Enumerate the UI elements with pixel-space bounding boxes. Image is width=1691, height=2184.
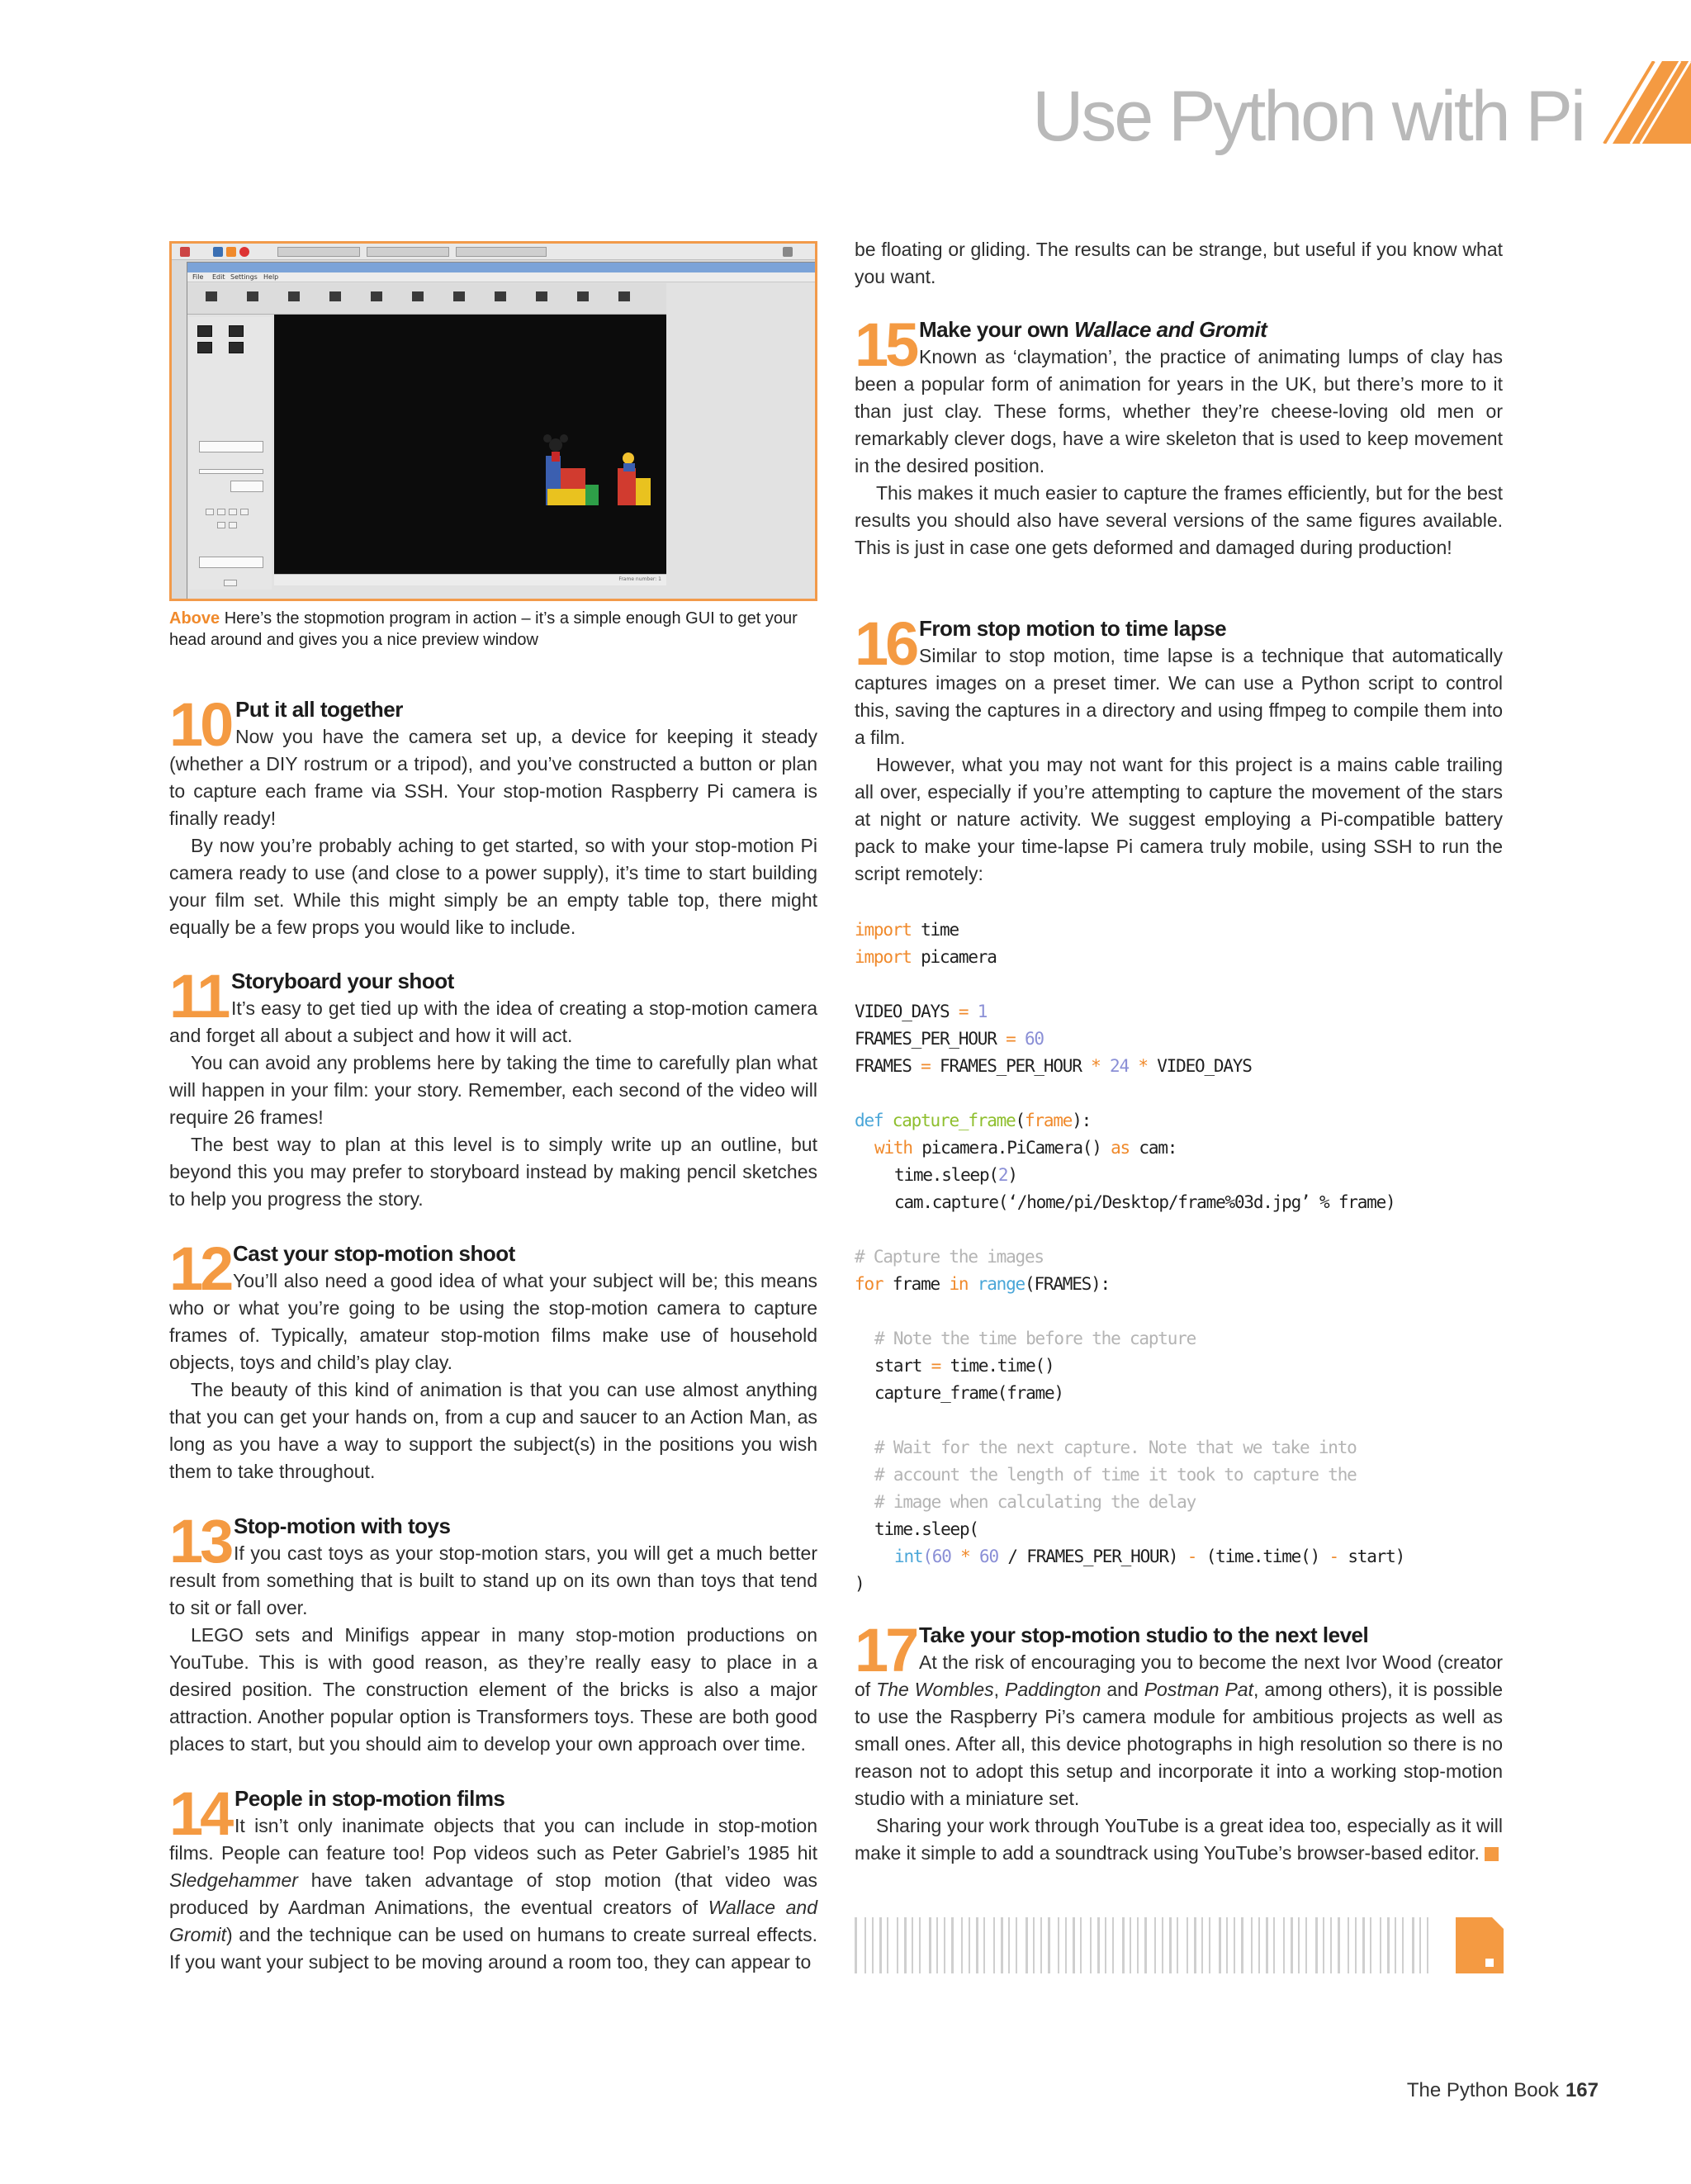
barcode-line	[969, 1917, 970, 1973]
barcode-line	[983, 1917, 985, 1973]
code-token: *	[1138, 1056, 1148, 1076]
code-line	[855, 1026, 1404, 1053]
code-token: import	[855, 947, 912, 967]
barcode-line	[1144, 1917, 1147, 1973]
text-run: At the risk of encouraging you to become the next Ivor Wood (creator of	[855, 1651, 1503, 1700]
barcode-line	[1362, 1917, 1365, 1973]
barcode-line	[1001, 1917, 1003, 1973]
code-token: 60	[931, 1547, 951, 1566]
barcode-line	[993, 1917, 995, 1973]
code-token: (	[1015, 1111, 1025, 1130]
code-token: import	[855, 920, 912, 940]
barcode-line	[1298, 1917, 1300, 1973]
step-title: People in stop-motion films	[234, 1786, 505, 1811]
code-token: start)	[1338, 1547, 1405, 1566]
barcode-line	[1266, 1917, 1268, 1973]
caption-label: Above	[169, 609, 220, 628]
barcode-line	[961, 1917, 963, 1973]
code-token: *	[1091, 1056, 1101, 1076]
code-line	[855, 1053, 1404, 1080]
code-token: def	[855, 1111, 883, 1130]
barcode-line	[1273, 1917, 1275, 1973]
code-token: time.sleep(	[874, 1519, 978, 1539]
barcode-line	[1338, 1917, 1340, 1973]
code-line	[855, 1353, 1404, 1380]
barcode-line	[1073, 1917, 1075, 1973]
text-run: and	[1101, 1679, 1144, 1700]
code-token: range	[968, 1274, 1025, 1294]
barcode-line	[1291, 1917, 1293, 1973]
text-run: , among others), it is possible to use the Raspberry Pi’s camera module for ambitious projects as well as small ones. After all, this device photographs in high resolution so there is no reason not to adopt this setup and incorporate it into a working stop-motion studio with a miniature set.	[855, 1679, 1504, 1809]
code-token: # Wait for the next capture. Note that we take into	[874, 1438, 1357, 1457]
code-token: =	[931, 1356, 941, 1376]
barcode-line	[887, 1917, 888, 1973]
step-body	[169, 723, 817, 941]
page-tab-icon	[1456, 1917, 1504, 1973]
barcode-line	[1065, 1917, 1067, 1973]
code-line	[855, 1516, 1404, 1543]
code-token: frame	[1025, 1111, 1073, 1130]
code-token: start	[874, 1356, 931, 1376]
barcode-line	[951, 1917, 954, 1973]
frame-number-status: Frame number: 1	[618, 576, 661, 582]
barcode-line	[1283, 1917, 1285, 1973]
page-number: 167	[1565, 2079, 1599, 2101]
code-token: =	[921, 1056, 931, 1076]
barcode-line	[1258, 1917, 1260, 1973]
paragraph: If you cast toys as your stop-motion stars, you will get a much better result from something that is built to stand up on its own than toys that tend to sit or fall over.	[169, 1542, 817, 1618]
code-token: for	[855, 1274, 883, 1294]
barcode-line	[1040, 1917, 1042, 1973]
code-token: )	[855, 1574, 864, 1594]
menu-edit: Edit	[212, 273, 225, 281]
paragraph	[169, 1812, 817, 1976]
code-token: (FRAMES):	[1025, 1274, 1111, 1294]
code-token: ):	[1072, 1111, 1092, 1130]
code-token: capture_frame(frame)	[874, 1383, 1063, 1403]
barcode-line	[1169, 1917, 1172, 1973]
barcode-line	[1427, 1917, 1428, 1973]
barcode-line	[879, 1917, 882, 1973]
code-line	[855, 1407, 1404, 1434]
barcode-line	[919, 1917, 921, 1973]
paragraph	[855, 1812, 1503, 1867]
caption-text: Here’s the stopmotion program in action – it’s a simple enough GUI to get your head around and gives you a nice preview window	[169, 609, 798, 649]
barcode-line	[1080, 1917, 1082, 1973]
code-line	[855, 1489, 1404, 1516]
barcode-line	[1251, 1917, 1253, 1973]
code-line	[855, 1570, 1404, 1598]
code-token: 24	[1100, 1056, 1139, 1076]
code-line	[855, 1271, 1404, 1298]
step-number: 14	[169, 1779, 231, 1848]
barcode-line	[1048, 1917, 1050, 1973]
step-body	[855, 343, 1503, 561]
barcode-line	[1241, 1917, 1243, 1973]
code-token: # image when calculating the delay	[874, 1492, 1196, 1512]
code-token: VIDEO_DAYS	[855, 1002, 959, 1021]
barcode-line	[1162, 1917, 1163, 1973]
book-title: The Python Book	[1406, 2079, 1559, 2101]
lego-scene-image	[172, 244, 817, 601]
paragraph: Known as ‘claymation’, the practice of animating lumps of clay has been a popular form of animation for years in the UK, but there’s more to it than just clay. These forms, whether they’re cheese-loving old men or remarkably clever dogs, have a wire skeleton that is used to keep movement in the desired position.	[855, 346, 1503, 476]
step-body	[169, 1540, 817, 1758]
section-title: Use Python with Pi	[1032, 77, 1584, 156]
paragraph: The beauty of this kind of animation is that you can use almost anything that you can get your hands on, from a cup and saucer to an Action Man, as long as you have a way to support the subject(s) in the positions you wish them to take throughout.	[169, 1379, 817, 1482]
barcode-line	[1395, 1917, 1396, 1973]
barcode-line	[1315, 1917, 1318, 1973]
barcode-line	[1177, 1917, 1178, 1973]
text-run: The Wombles	[876, 1679, 994, 1700]
barcode-line	[1370, 1917, 1371, 1973]
menu-settings: Settings	[230, 273, 258, 281]
code-token: / FRAMES_PER_HOUR)	[997, 1547, 1187, 1566]
barcode-line	[1008, 1917, 1010, 1973]
barcode-line	[1016, 1917, 1017, 1973]
barcode-line	[1112, 1917, 1114, 1973]
paragraph: You’ll also need a good idea of what your subject will be; this means who or what you’re going to be using the stop-motion camera to capture frames of. Typically, amateur stop-motion films make use of household objects, toys and child’s play clay.	[169, 1270, 817, 1373]
step-14-continued	[855, 236, 1503, 291]
step-title: Take your stop-motion studio to the next level	[919, 1623, 1369, 1647]
diagonal-stripes-logo-icon	[1580, 61, 1691, 144]
paragraph: However, what you may not want for this project is a mains cable trailing all over, especially if you’re attempting to capture the movement of the stars at night or nature activity. We suggest employing a Pi-compatible battery pack to make your time-lapse Pi camera truly mobile, using SSH to run the script remotely:	[855, 754, 1503, 884]
barcode-line	[864, 1917, 866, 1973]
step-number: 17	[855, 1616, 917, 1684]
code-token: int	[894, 1547, 923, 1566]
paragraph: This makes it much easier to capture the frames efficiently, but for the best results you should also have several versions of the same figures available. This is just in case one gets deformed and damaged during production!	[855, 482, 1503, 558]
step-title: Put it all together	[235, 697, 403, 722]
code-token: as	[1111, 1138, 1130, 1158]
paragraph: be floating or gliding. The results can be strange, but useful if you know what you want.	[855, 239, 1503, 287]
text-run: ) and the technique can be used on humans to create surreal effects. If you want your subject to be moving around a room too, they can appear to	[169, 1924, 817, 1973]
code-line	[855, 1135, 1404, 1162]
code-line	[855, 1080, 1404, 1107]
code-line	[855, 1244, 1404, 1271]
step-title	[919, 316, 1267, 343]
barcode-line	[1097, 1917, 1100, 1973]
barcode-line	[1154, 1917, 1156, 1973]
step-number: 10	[169, 690, 231, 759]
barcode-line	[897, 1917, 898, 1973]
paragraph: It’s easy to get tied up with the idea of creating a stop-motion camera and forget all about a subject and how it will act.	[169, 997, 817, 1046]
code-token: time.time()	[940, 1356, 1054, 1376]
code-line	[855, 1107, 1404, 1135]
menu-help: Help	[263, 273, 279, 281]
title-run: Make your own	[919, 317, 1075, 342]
barcode-line	[1348, 1917, 1349, 1973]
paragraph: Similar to stop motion, time lapse is a technique that automatically captures images on a preset timer. We can use a Python script to control this, saving the captures in a directory and using ffmpeg to compile them into a film.	[855, 645, 1503, 748]
barcode-line	[1090, 1917, 1092, 1973]
step-title: From stop motion to time lapse	[919, 616, 1227, 641]
text-run: It isn’t only inanimate objects that you can include in stop-motion films. People can feature too! Pop videos such as Peter Gabriel’s 1985 hit	[169, 1815, 817, 1864]
code-token: -	[1329, 1547, 1338, 1566]
barcode-line	[1137, 1917, 1139, 1973]
step-number: 15	[855, 310, 917, 379]
end-of-article-icon	[1485, 1847, 1499, 1861]
barcode-line	[1033, 1917, 1035, 1973]
code-token: in	[949, 1274, 969, 1294]
barcode-line	[1387, 1917, 1390, 1973]
code-token: # account the length of time it took to capture the	[874, 1465, 1357, 1485]
step-number: 12	[169, 1234, 231, 1303]
step-body	[169, 1812, 817, 1976]
barcode-line	[1380, 1917, 1381, 1973]
code-token: =	[1006, 1029, 1016, 1049]
barcode-line	[936, 1917, 938, 1973]
code-token: 2	[997, 1165, 1008, 1185]
code-line	[855, 1380, 1404, 1407]
text-run: Sharing your work through YouTube is a great idea too, especially as it will make it simple to add a soundtrack using YouTube’s browser-based editor.	[855, 1815, 1503, 1864]
barcode-line	[1209, 1917, 1210, 1973]
step-number: 13	[169, 1507, 231, 1575]
paragraph: By now you’re probably aching to get started, so with your stop-motion Pi camera ready to use (and close to a power supply), it’s time to start building your film set. While this might simply be an empty table top, there might equally be a few props you would like to include.	[169, 835, 817, 938]
page-footer	[1407, 2079, 1599, 2102]
barcode-line	[1355, 1917, 1357, 1973]
text-run: Wallace and Gromit	[169, 1897, 817, 1945]
step-body	[169, 995, 817, 1213]
barcode-line	[1226, 1917, 1228, 1973]
barcode-line	[1412, 1917, 1414, 1973]
title-run: Wallace and Gromit	[1074, 317, 1267, 342]
barcode-line	[1323, 1917, 1324, 1973]
menu-file: File	[192, 273, 204, 281]
code-line	[855, 971, 1404, 998]
paragraph: The best way to plan at this level is to simply write up an outline, but beyond this you may prefer to storyboard instead by making pencil sketches to help you progress the story.	[169, 1134, 817, 1210]
code-token: # Capture the images	[855, 1247, 1044, 1267]
code-token: time.sleep(	[894, 1165, 998, 1185]
code-line	[855, 1216, 1404, 1244]
code-line	[855, 998, 1404, 1026]
text-run: ,	[993, 1679, 1005, 1700]
code-token: capture_frame	[883, 1111, 1016, 1130]
code-block	[855, 917, 1404, 1598]
barcode-line	[1419, 1917, 1421, 1973]
code-token: *	[950, 1547, 980, 1566]
barcode-line	[1219, 1917, 1221, 1973]
paragraph: You can avoid any problems here by taking the time to carefully plan what will happen in your film: your story. Remember, each second of the video will require 26 frames!	[169, 1052, 817, 1128]
code-line	[855, 1543, 1404, 1570]
barcode-line	[1058, 1917, 1059, 1973]
step-number: 16	[855, 609, 917, 678]
step-body	[855, 642, 1503, 888]
barcode-line	[976, 1917, 978, 1973]
text-run: have taken advantage of stop motion (that video was produced by Aardman Animations, the eventual creators of	[169, 1869, 817, 1918]
barcode-line	[1305, 1917, 1307, 1973]
step-body	[855, 1649, 1503, 1867]
barcode-line	[944, 1917, 945, 1973]
code-token: -	[1187, 1547, 1197, 1566]
code-token: # Note the time before the capture	[874, 1329, 1196, 1348]
paragraph: LEGO sets and Minifigs appear in many stop-motion productions on YouTube. This is with good reason, as they’re really easy to place in a desired position. The construction element of the bricks is also a major attraction. Another popular option is Transformers toys. These are both good places to start, but you should aim to develop your own approach over time.	[169, 1624, 817, 1755]
stopmotion-screenshot	[169, 241, 817, 601]
code-line	[855, 1162, 1404, 1189]
code-token: 1	[968, 1002, 988, 1021]
barcode-line	[1187, 1917, 1188, 1973]
code-token: picamera	[911, 947, 997, 967]
code-token: frame	[883, 1274, 950, 1294]
code-token: (time.time()	[1196, 1547, 1329, 1566]
barcode-line	[1402, 1917, 1404, 1973]
step-body	[169, 1267, 817, 1485]
figure-caption	[169, 608, 817, 651]
barcode-line	[1130, 1917, 1131, 1973]
paragraph: Now you have the camera set up, a device for keeping it steady (whether a DIY rostrum or a tripod), and you’ve constructed a button or plan to capture each frame via SSH. Your stop-motion Raspberry Pi camera is finally ready!	[169, 726, 817, 829]
code-line	[855, 1325, 1404, 1353]
barcode-line	[912, 1917, 913, 1973]
barcode-line	[855, 1917, 857, 1973]
barcode-line	[872, 1917, 874, 1973]
barcode-line	[904, 1917, 907, 1973]
code-token: )	[1007, 1165, 1017, 1185]
code-line	[855, 944, 1404, 971]
code-token: FRAMES_PER_HOUR	[855, 1029, 1007, 1049]
barcode-line	[1122, 1917, 1125, 1973]
code-token: FRAMES_PER_HOUR	[930, 1056, 1092, 1076]
code-line	[855, 917, 1404, 944]
code-line	[855, 1434, 1404, 1462]
code-token: with	[874, 1138, 912, 1158]
code-token: 60	[979, 1547, 998, 1566]
code-token: picamera.PiCamera()	[912, 1138, 1111, 1158]
code-token: (	[922, 1547, 932, 1566]
barcode-line	[1025, 1917, 1028, 1973]
code-line	[855, 1189, 1404, 1216]
barcode-line	[1234, 1917, 1235, 1973]
text-run: Paddington	[1005, 1679, 1101, 1700]
barcode-line	[1105, 1917, 1106, 1973]
barcode-line	[1201, 1917, 1203, 1973]
code-token: FRAMES	[855, 1056, 921, 1076]
step-number: 11	[169, 962, 228, 1030]
barcode-line	[1194, 1917, 1196, 1973]
code-token: VIDEO_DAYS	[1147, 1056, 1252, 1076]
code-line	[855, 1298, 1404, 1325]
barcode-line	[929, 1917, 931, 1973]
code-token: cam.capture(‘/home/pi/Desktop/frame%03d.jpg’ % frame)	[894, 1192, 1395, 1212]
paragraph	[855, 1649, 1503, 1812]
decorative-barcode-strip	[855, 1917, 1470, 1973]
code-token: 60	[1015, 1029, 1044, 1049]
step-title: Storyboard your shoot	[231, 969, 454, 993]
barcode-line	[1330, 1917, 1332, 1973]
code-line	[855, 1462, 1404, 1489]
text-run: Sledgehammer	[169, 1869, 298, 1891]
text-run: Postman Pat	[1144, 1679, 1253, 1700]
code-token: cam:	[1129, 1138, 1177, 1158]
code-token: time	[911, 920, 959, 940]
step-title: Stop-motion with toys	[234, 1514, 451, 1538]
code-token: =	[958, 1002, 969, 1021]
step-title: Cast your stop-motion shoot	[233, 1241, 515, 1266]
